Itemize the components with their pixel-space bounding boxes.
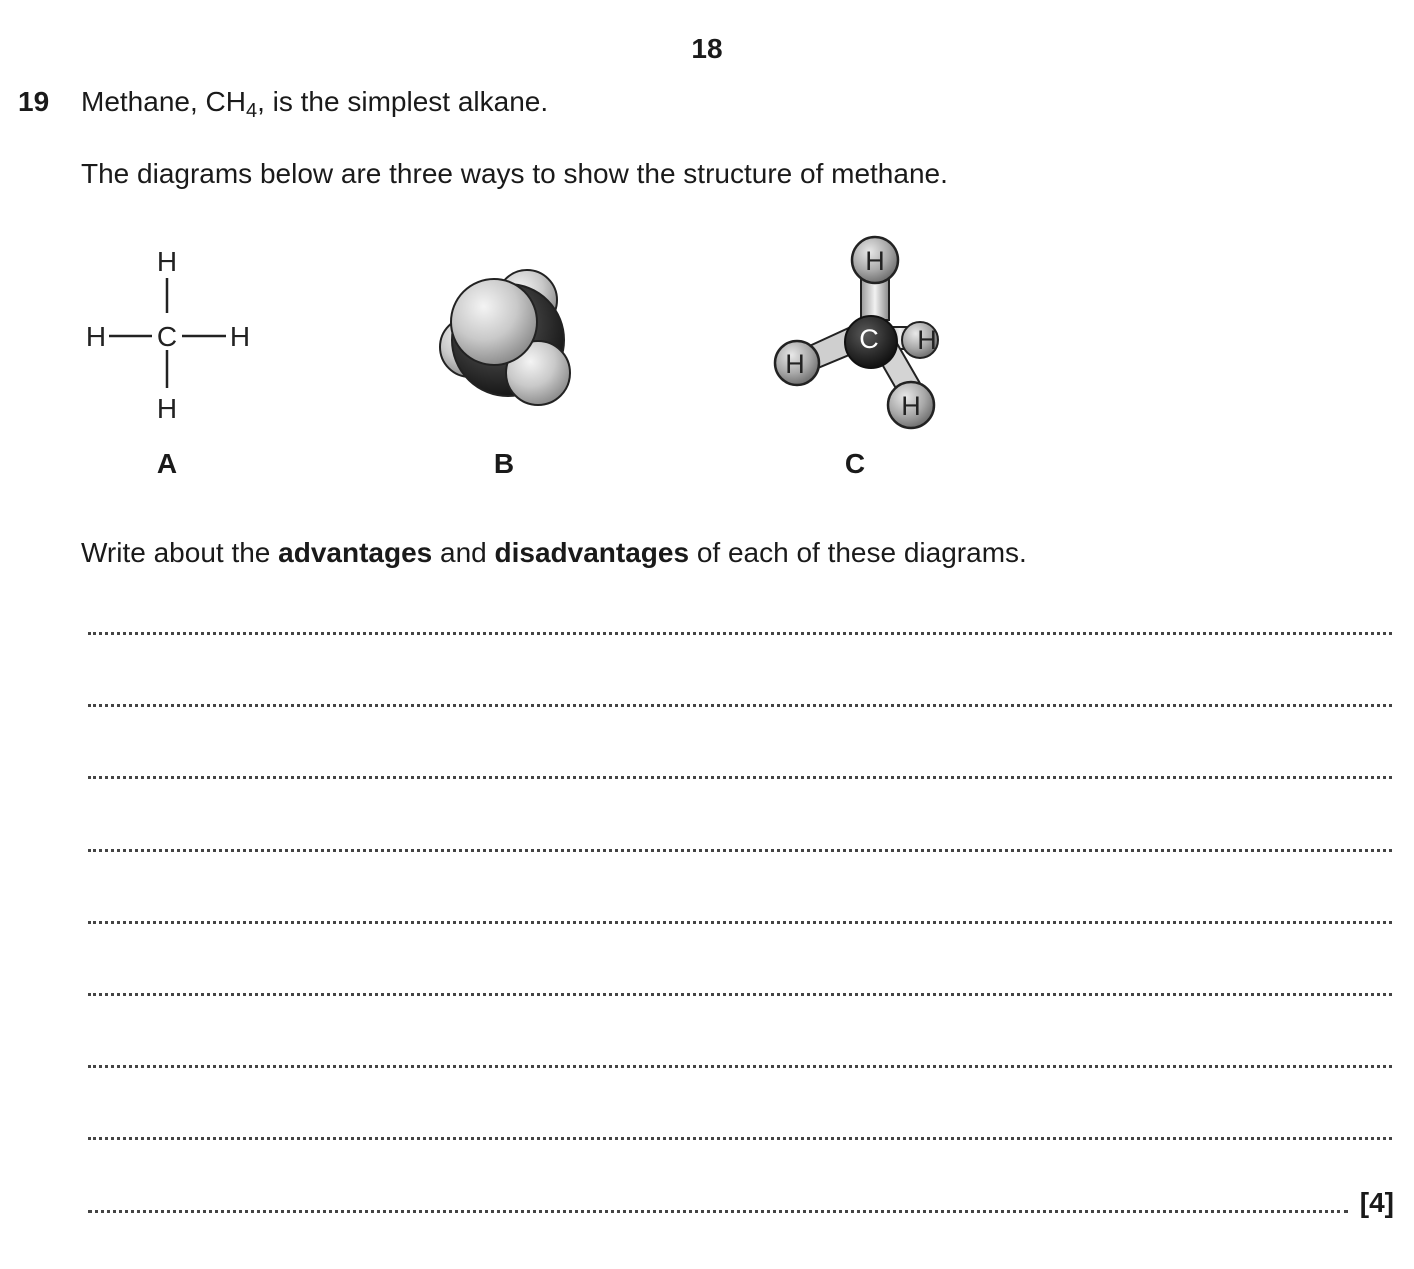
answer-line[interactable] (88, 632, 1392, 635)
diagram-c-label: C (844, 448, 866, 479)
diagram-a-atom-c: C (156, 321, 178, 352)
instruction-text-2: and (432, 537, 495, 568)
answer-line[interactable] (88, 1065, 1392, 1068)
diagram-b-label: B (493, 448, 515, 479)
instruction-bold-advantages: advantages (278, 537, 433, 568)
question-number: 19 (18, 86, 50, 117)
diagram-a-label: A (156, 448, 178, 479)
answer-line[interactable] (88, 704, 1392, 707)
formula-subscript: 4 (245, 100, 258, 122)
diagram-c-atom-h-back: H (917, 325, 937, 355)
diagram-c-atom-h-bottom: H (901, 391, 921, 421)
diagram-a-atom-h-top: H (156, 246, 178, 277)
diagram-b-front-hydrogen (451, 279, 537, 365)
answer-line[interactable] (88, 1137, 1392, 1140)
answer-line[interactable] (88, 921, 1392, 924)
diagram-a-displayed-formula (80, 240, 260, 430)
question-instruction (81, 537, 1027, 569)
instruction-text-1: Write about the (81, 537, 279, 568)
diagram-a-atom-h-right: H (229, 321, 251, 352)
diagram-a-atom-h-left: H (85, 321, 107, 352)
answer-line[interactable] (88, 849, 1392, 852)
question-line2: The diagrams below are three ways to show the structure of methane. (81, 158, 948, 189)
answer-line[interactable] (88, 993, 1392, 996)
diagram-c-atom-c: C (859, 324, 879, 354)
diagram-b-space-filling-model (430, 262, 590, 412)
diagram-c-atom-h-top: H (865, 246, 885, 276)
instruction-text-3: of each of these diagrams. (689, 537, 1027, 568)
diagram-c-ball-and-stick-model (765, 230, 955, 440)
page-number: 18 (691, 33, 723, 64)
answer-line[interactable] (88, 1210, 1348, 1213)
answer-line[interactable] (88, 776, 1392, 779)
diagram-a-atom-h-bottom: H (156, 393, 178, 424)
marks-available: [4] (1359, 1187, 1394, 1218)
intro-text: Methane, CH (81, 86, 246, 117)
diagram-c-atom-h-left: H (785, 349, 805, 379)
question-intro (81, 86, 549, 122)
instruction-bold-disadvantages: disadvantages (494, 537, 690, 568)
intro-text-end: , is the simplest alkane. (257, 86, 549, 117)
